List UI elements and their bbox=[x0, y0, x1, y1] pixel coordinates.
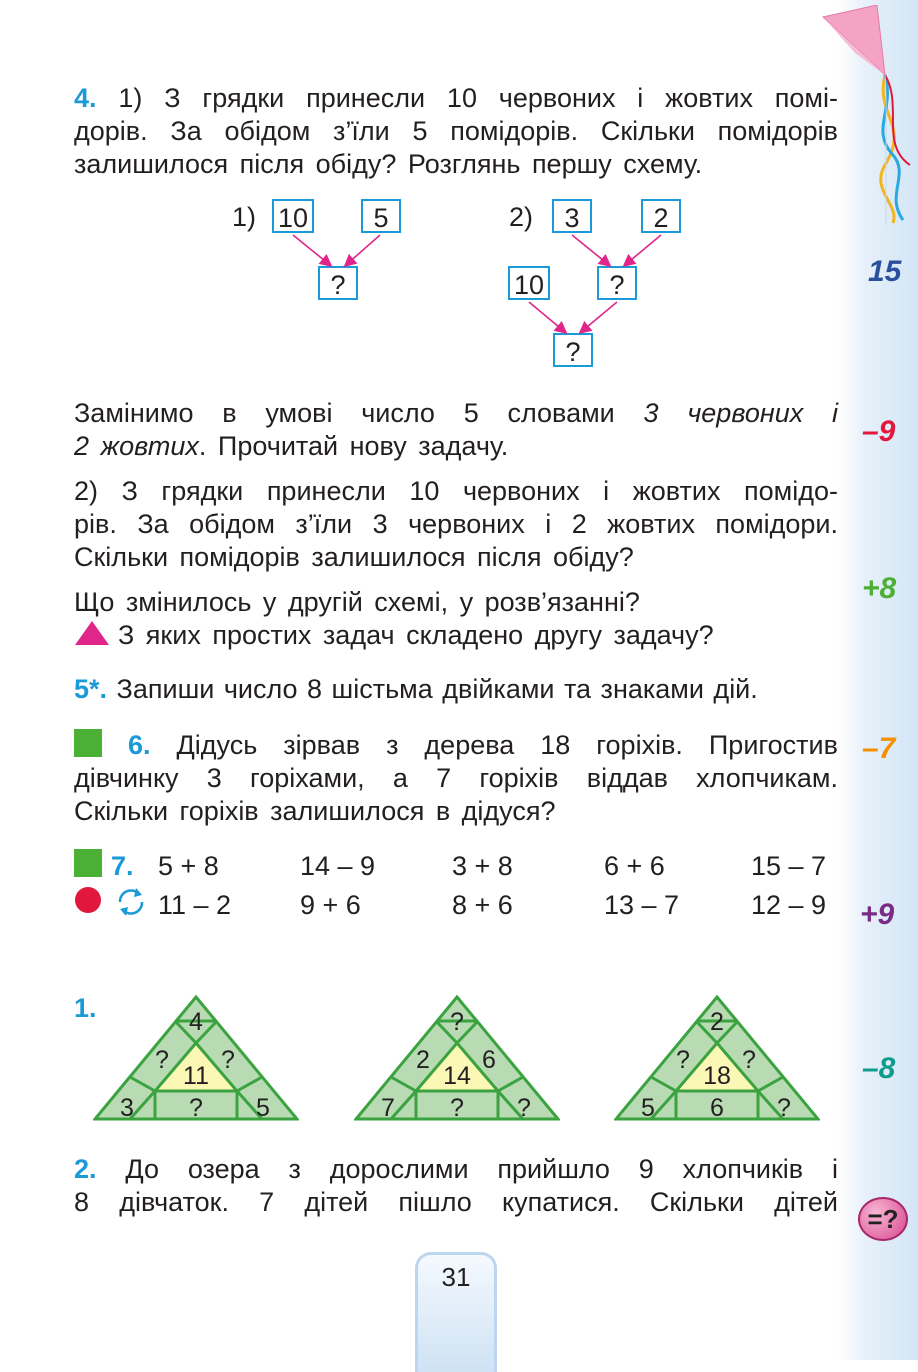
section-number: 2. bbox=[74, 1154, 97, 1184]
margin-number: –9 bbox=[862, 415, 896, 448]
task4-part2-line1: 2) З грядки принесли 10 червоних і жовтих помідо- bbox=[74, 476, 838, 506]
triangle-cell: ? bbox=[517, 1094, 531, 1122]
task4-replace-line1 bbox=[74, 397, 838, 430]
task4-question2: З яких простих задач складено другу задачу? bbox=[118, 620, 714, 650]
expression: 12 – 9 bbox=[751, 890, 827, 920]
task6-line2: дівчинку 3 горіхами, а 7 горіхів віддав хлопчикам. bbox=[74, 763, 838, 793]
bottom2-line2: 8 дівчаток. 7 дітей пішло купатися. Скільки дітей bbox=[74, 1187, 838, 1217]
triangle-cell: 2 bbox=[416, 1046, 430, 1074]
refresh-cycle-icon bbox=[114, 886, 148, 918]
replace-italic: 3 червоних і bbox=[643, 398, 838, 428]
task4-replace-line2 bbox=[74, 430, 508, 463]
replace-italic: 2 жовтих bbox=[74, 431, 199, 461]
task4-part2-line3: Скільки помідорів залишилося після обіду? bbox=[74, 542, 634, 572]
expression: 15 – 7 bbox=[751, 851, 827, 881]
triangle-cell: ? bbox=[221, 1046, 235, 1074]
scheme2-box-c: 10 bbox=[508, 266, 550, 300]
equals-question-badge: =? bbox=[858, 1197, 908, 1241]
margin-number: +9 bbox=[860, 898, 895, 931]
task-text: Дідусь зірвав з дерева 18 горіхів. Пригостив bbox=[176, 730, 838, 760]
scheme2-label: 2) bbox=[509, 202, 534, 232]
task-text: 1) З грядки принесли 10 червоних і жовтих помі- bbox=[118, 83, 838, 113]
red-circle-icon bbox=[75, 887, 101, 913]
expression: 14 – 9 bbox=[300, 851, 376, 881]
triangle-cell: 4 bbox=[189, 1008, 203, 1036]
scheme2-box-b: 2 bbox=[641, 199, 681, 233]
triangle-cell: 6 bbox=[482, 1046, 496, 1074]
margin-number: –8 bbox=[862, 1052, 896, 1085]
task-text: До озера з дорослими прийшло 9 хлопчиків і bbox=[125, 1154, 838, 1184]
expression: 11 – 2 bbox=[158, 890, 232, 920]
triangle-cell: 5 bbox=[256, 1094, 270, 1122]
triangle-cell: 5 bbox=[641, 1094, 655, 1122]
task-number: 6. bbox=[127, 730, 151, 760]
triangle-cell: 2 bbox=[710, 1008, 724, 1036]
scheme2-box-mid: ? bbox=[597, 266, 637, 300]
replace-text: . Прочитай нову задачу. bbox=[198, 431, 509, 461]
task-number: 7. bbox=[111, 851, 134, 881]
triangle-cell: ? bbox=[676, 1046, 690, 1074]
expression: 9 + 6 bbox=[300, 890, 361, 920]
triangle-cell: ? bbox=[450, 1094, 464, 1122]
triangle-cell: ? bbox=[450, 1008, 464, 1036]
task6-line3: Скільки горіхів залишилося в дідуся? bbox=[74, 796, 556, 826]
task4-part2-line2: рів. За обідом з’їли 3 червоних і 2 жовтих помідори. bbox=[74, 509, 838, 539]
expression: 3 + 8 bbox=[452, 851, 513, 881]
margin-number: –7 bbox=[862, 732, 896, 765]
task-number: 5*. bbox=[74, 674, 108, 704]
scheme2-box-result: ? bbox=[553, 333, 593, 367]
scheme1-label: 1) bbox=[232, 202, 257, 232]
task4-line3: залишилося після обіду? Розглянь першу схему. bbox=[74, 149, 703, 179]
margin-number: +8 bbox=[862, 572, 897, 605]
scheme-arrows bbox=[0, 0, 918, 400]
bottom2-line1 bbox=[74, 1153, 838, 1186]
green-square-icon bbox=[74, 849, 102, 877]
task4-line2: дорів. За обідом з’їли 5 помідорів. Скільки помідорів bbox=[74, 116, 838, 146]
scheme2-box-a: 3 bbox=[552, 199, 592, 233]
task6-line1 bbox=[74, 729, 838, 762]
expression: 6 + 6 bbox=[604, 851, 665, 881]
task4-question1: Що змінилось у другій схемі, у розв’язанні? bbox=[74, 587, 640, 617]
expression: 8 + 6 bbox=[452, 890, 513, 920]
task5 bbox=[74, 673, 838, 706]
expression: 5 + 8 bbox=[158, 851, 219, 881]
scheme1-box-b: 5 bbox=[361, 199, 401, 233]
section-number: 1. bbox=[74, 993, 97, 1023]
triangle-cell: ? bbox=[189, 1094, 203, 1122]
margin-number: 15 bbox=[868, 255, 902, 288]
triangle-cell: ? bbox=[155, 1046, 169, 1074]
expression: 13 – 7 bbox=[604, 890, 680, 920]
scheme1-box-a: 10 bbox=[272, 199, 314, 233]
triangle-marker-icon bbox=[74, 620, 110, 646]
triangle-cell: 11 bbox=[183, 1062, 209, 1090]
triangle-cell: 14 bbox=[443, 1062, 471, 1090]
triangle-cell: 6 bbox=[710, 1094, 724, 1122]
green-square-icon bbox=[74, 729, 102, 757]
triangle-cell: ? bbox=[742, 1046, 756, 1074]
triangle-cell: 18 bbox=[703, 1062, 731, 1090]
triangle-cell: 3 bbox=[120, 1094, 134, 1122]
page-number: 31 bbox=[441, 1262, 471, 1292]
task-number: 4. bbox=[74, 83, 97, 113]
task-text: Запиши число 8 шістьма двійками та знаками дій. bbox=[116, 674, 758, 704]
scheme1-box-result: ? bbox=[318, 266, 358, 300]
replace-text: Замінимо в умові число 5 словами bbox=[74, 398, 615, 428]
triangle-cell: 7 bbox=[381, 1094, 395, 1122]
triangle-cell: ? bbox=[777, 1094, 791, 1122]
